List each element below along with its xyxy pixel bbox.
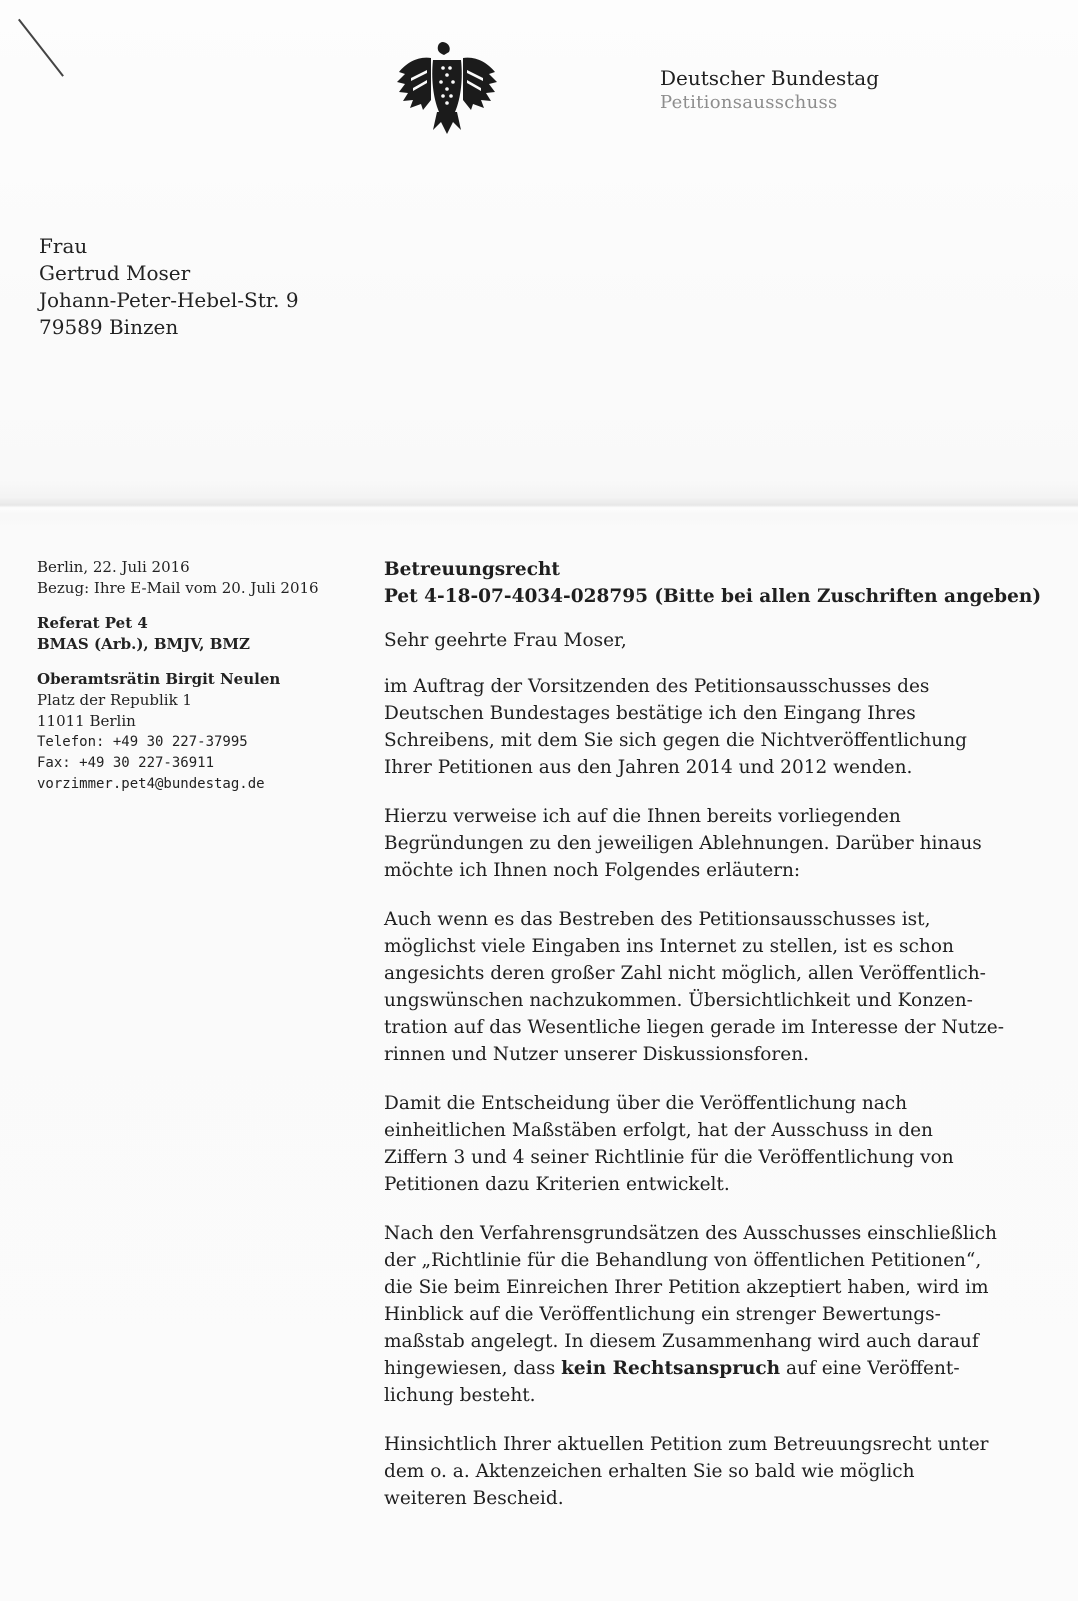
text-line: angesichts deren großer Zahl nicht möglich, allen Veröffentlich- (384, 963, 986, 984)
text-line: Hierzu verweise ich auf die Ihnen bereits vorliegenden (384, 806, 901, 827)
fax-number: Fax: +49 30 227-36911 (37, 755, 215, 771)
reference-line: Bezug: Ihre E-Mail vom 20. Juli 2016 (37, 579, 319, 597)
greeting: Sehr geehrte Frau Moser, (384, 630, 627, 651)
text-line: lichung besteht. (384, 1385, 536, 1406)
text-line: möglichst viele Eingaben ins Internet zu stellen, ist es schon (384, 936, 954, 957)
text-line: der „Richtlinie für die Behandlung von öffentlichen Petitionen“, (384, 1250, 982, 1271)
text-line: Petitionen dazu Kriterien entwickelt. (384, 1174, 730, 1195)
text-fragment: auf eine Veröffent- (780, 1358, 960, 1379)
paragraph-3 (384, 906, 1074, 1068)
phone-number: Telefon: +49 30 227-37995 (37, 734, 248, 750)
address-line-1: Platz der Republik 1 (37, 691, 192, 709)
recipient-salutation: Frau (39, 234, 88, 258)
paragraph-6 (384, 1431, 1074, 1512)
recipient-address (39, 233, 299, 341)
department: Referat Pet 4 (37, 614, 148, 632)
text-line: tration auf das Wesentliche liegen gerade im Interesse der Nutze- (384, 1017, 1004, 1038)
text-line (384, 1355, 1074, 1382)
sender-info-column (37, 557, 367, 795)
text-line: einheitlichen Maßstäben erfolgt, hat der Ausschuss in den (384, 1120, 933, 1141)
text-line: maßstab angelegt. In diesem Zusammenhang wird auch darauf (384, 1331, 979, 1352)
email-address: vorzimmer.pet4@bundestag.de (37, 776, 265, 792)
sender-organization (660, 66, 879, 113)
text-line: rinnen und Nutzer unserer Diskussionsforen. (384, 1044, 810, 1065)
text-line: Ihrer Petitionen aus den Jahren 2014 und 2012 wenden. (384, 757, 913, 778)
text-line: Hinblick auf die Veröffentlichung ein strenger Bewertungs- (384, 1304, 941, 1325)
text-line: Ziffern 3 und 4 seiner Richtlinie für die Veröffentlichung von (384, 1147, 954, 1168)
paragraph-1 (384, 673, 1074, 781)
recipient-street: Johann-Peter-Hebel-Str. 9 (39, 288, 299, 312)
org-name: Deutscher Bundestag (660, 66, 880, 90)
text-line: die Sie beim Einreichen Ihrer Petition akzeptiert haben, wird im (384, 1277, 989, 1298)
file-number: Pet 4-18-07-4034-028795 (Bitte bei allen Zuschriften angeben) (384, 586, 1042, 607)
official-name: Oberamtsrätin Birgit Neulen (37, 670, 281, 688)
staple-mark (18, 19, 64, 77)
paper-fold (0, 497, 1078, 515)
letter-date: Berlin, 22. Juli 2016 (37, 558, 190, 576)
text-line: Schreibens, mit dem Sie sich gegen die Nichtveröffentlichung (384, 730, 967, 751)
text-line: Auch wenn es das Bestreben des Petitionsausschusses ist, (384, 909, 931, 930)
letter-subject: Betreuungsrecht (384, 559, 560, 580)
paragraph-2 (384, 803, 1074, 884)
text-line: Deutschen Bundestages bestätige ich den Eingang Ihres (384, 703, 916, 724)
text-line: im Auftrag der Vorsitzenden des Petitionsausschusses des (384, 676, 930, 697)
ministries: BMAS (Arb.), BMJV, BMZ (37, 635, 250, 653)
committee-name: Petitionsausschuss (660, 92, 838, 113)
text-line: ungswünschen nachzukommen. Übersichtlichkeit und Konzen- (384, 990, 973, 1011)
recipient-city: 79589 Binzen (39, 315, 179, 339)
text-line: weiteren Bescheid. (384, 1488, 564, 1509)
text-line: Begründungen zu den jeweiligen Ablehnungen. Darüber hinaus (384, 833, 982, 854)
recipient-name: Gertrud Moser (39, 261, 191, 285)
federal-eagle-logo (393, 38, 501, 138)
text-line: Nach den Verfahrensgrundsätzen des Ausschusses einschließlich (384, 1223, 997, 1244)
text-line: möchte ich Ihnen noch Folgendes erläutern: (384, 860, 801, 881)
text-line: dem o. a. Aktenzeichen erhalten Sie so bald wie möglich (384, 1461, 915, 1482)
letter-body (384, 556, 1074, 1512)
text-fragment: hingewiesen, dass (384, 1358, 562, 1379)
emphasis-no-legal-claim: kein Rechtsanspruch (561, 1358, 781, 1379)
text-line: Hinsichtlich Ihrer aktuellen Petition zum Betreuungsrecht unter (384, 1434, 989, 1455)
address-line-2: 11011 Berlin (37, 712, 136, 730)
text-line: Damit die Entscheidung über die Veröffentlichung nach (384, 1093, 908, 1114)
paragraph-5 (384, 1220, 1074, 1409)
paragraph-4 (384, 1090, 1074, 1198)
